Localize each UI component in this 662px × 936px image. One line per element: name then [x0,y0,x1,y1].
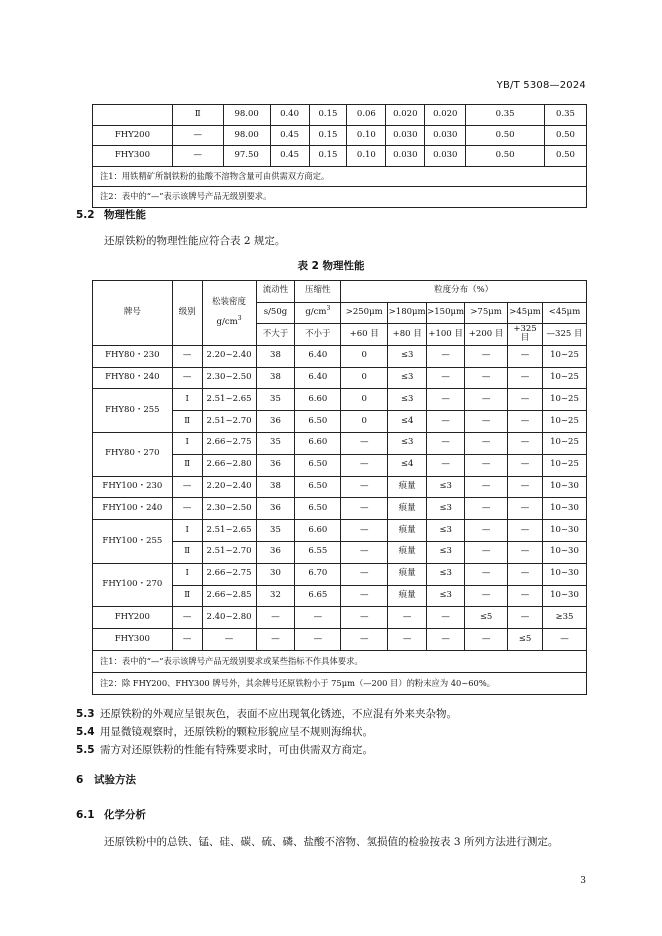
value-cell: 35 [256,389,295,411]
value-cell: 10~30 [543,520,587,542]
value-cell: — [341,585,388,607]
value-cell: 32 [256,585,295,607]
value-cell: 痕量 [388,520,427,542]
value-cell: 30 [256,563,295,585]
t1-cell: 0.50 [466,146,545,167]
value-cell: 0 [341,389,388,411]
level-cell: — [172,629,202,651]
value-cell: 2.66~2.80 [202,454,256,476]
section-title: 化学分析 [104,809,146,821]
value-cell: 36 [256,411,295,433]
level-cell: Ⅱ [172,585,202,607]
table1-row [93,105,587,126]
value-cell: 10~30 [543,476,587,498]
value-cell: — [465,389,508,411]
t1-cell: 98.00 [223,125,270,146]
value-cell: 10~25 [543,454,587,476]
header-size: >75μm [465,302,508,324]
table1-row [93,146,587,167]
value-cell: — [388,607,427,629]
clause-number: 5.3 [76,708,95,720]
grade-cell: FHY200 [93,607,173,629]
table2-row [93,345,587,367]
grade-cell: FHY300 [93,629,173,651]
header-size-dist: 粒度分布（%） [341,281,587,303]
section-5-2-text: 还原铁粉的物理性能应符合表 2 规定。 [104,235,286,247]
value-cell: 10~25 [543,432,587,454]
table1-row [93,125,587,146]
compress-unit-exp: 3 [326,305,331,313]
value-cell: 6.40 [295,367,341,389]
value-cell: — [465,345,508,367]
section-number: 6 [76,774,84,786]
header-size: >150μm [427,302,465,324]
value-cell: 10~30 [543,541,587,563]
level-cell: Ⅱ [172,411,202,433]
level-cell: — [172,476,202,498]
value-cell: — [465,498,508,520]
section-number: 6.1 [76,809,95,821]
value-cell: — [341,432,388,454]
table2-row [93,432,587,454]
value-cell: 2.20~2.40 [202,476,256,498]
header-compress-cond: 不小于 [295,324,341,346]
value-cell: — [508,607,543,629]
value-cell: — [388,629,427,651]
t1-cell: 0.50 [545,146,587,167]
value-cell: 2.51~2.65 [202,389,256,411]
value-cell: 6.50 [295,411,341,433]
level-cell: — [172,498,202,520]
value-cell: — [427,629,465,651]
section-5-2-heading [76,207,146,222]
value-cell: — [465,629,508,651]
value-cell: 38 [256,345,295,367]
value-cell: 35 [256,432,295,454]
level-cell: Ⅰ [172,520,202,542]
t1-cell: 0.50 [466,125,545,146]
header-mesh: +60 目 [341,324,388,346]
table2-note: 注2：除 FHY200、FHY300 牌号外，其余牌号还原铁粉小于 75μm（—200 目）的粉末应为 40~60%。 [93,672,587,694]
clause-5-4 [76,724,373,739]
value-cell: — [508,432,543,454]
header-level: 级别 [172,281,202,346]
value-cell: 2.30~2.50 [202,367,256,389]
value-cell: — [508,476,543,498]
value-cell: — [341,476,388,498]
value-cell: 2.51~2.65 [202,520,256,542]
header-compress-unit [295,302,341,324]
value-cell: — [341,454,388,476]
t1-cell: 0.020 [425,105,466,126]
value-cell: — [341,520,388,542]
value-cell: 10~25 [543,367,587,389]
value-cell: — [427,432,465,454]
value-cell: ≤5 [508,629,543,651]
t1-cell: FHY200 [93,125,173,146]
t1-cell: 0.35 [545,105,587,126]
table2-row [93,607,587,629]
value-cell: 0 [341,367,388,389]
value-cell: — [341,541,388,563]
clause-5-5 [76,742,373,757]
value-cell: ≤3 [388,389,427,411]
table2 [92,280,587,695]
value-cell: — [465,411,508,433]
value-cell: ≤3 [388,345,427,367]
value-cell: ≤3 [427,563,465,585]
value-cell: ≤3 [388,367,427,389]
value-cell: — [508,367,543,389]
value-cell: 2.51~2.70 [202,541,256,563]
value-cell: 2.66~2.75 [202,432,256,454]
header-mesh: +200 目 [465,324,508,346]
value-cell: — [465,476,508,498]
grade-cell: FHY100・240 [93,498,173,520]
density-label: 松装密度 [212,297,247,308]
header-mesh: —325 目 [543,324,587,346]
level-cell: — [172,367,202,389]
table1-continuation [92,104,587,208]
t1-cell: 0.10 [347,125,386,146]
t1-cell: — [172,146,223,167]
table2-row [93,498,587,520]
value-cell: 36 [256,454,295,476]
section-title: 物理性能 [104,209,146,221]
density-unit-exp: 3 [237,314,242,322]
clause-5-3 [76,706,457,721]
value-cell: 痕量 [388,541,427,563]
value-cell: 痕量 [388,585,427,607]
value-cell: — [427,607,465,629]
table2-row [93,476,587,498]
table2-caption: 表 2 物理性能 [297,260,365,272]
header-compress: 压缩性 [295,281,341,303]
clause-text: 还原铁粉的外观应呈银灰色，表面不应出现氧化锈迹，不应混有外来夹杂物。 [100,708,457,720]
table2-row [93,520,587,542]
clause-text: 需方对还原铁粉的性能有特殊要求时，可由供需双方商定。 [100,744,373,756]
value-cell: 10~25 [543,411,587,433]
value-cell: 10~30 [543,563,587,585]
table2-row [93,629,587,651]
level-cell: Ⅰ [172,563,202,585]
t1-cell: 0.10 [347,146,386,167]
value-cell: 6.50 [295,454,341,476]
table1-note: 注1：用铁精矿所制铁粉的盐酸不溶物含量可由供需双方商定。 [93,166,587,187]
density-unit: g/cm [216,316,238,327]
header-flow: 流动性 [256,281,295,303]
t1-cell: 0.030 [425,146,466,167]
value-cell: — [508,345,543,367]
t1-cell: FHY300 [93,146,173,167]
header-size: >250μm [341,302,388,324]
value-cell: 6.70 [295,563,341,585]
value-cell: 2.20~2.40 [202,345,256,367]
value-cell: 6.50 [295,476,341,498]
value-cell: — [465,432,508,454]
value-cell: — [465,563,508,585]
header-grade: 牌号 [93,281,173,346]
value-cell: ≥35 [543,607,587,629]
value-cell: — [295,629,341,651]
value-cell: 0 [341,411,388,433]
value-cell: 2.30~2.50 [202,498,256,520]
value-cell: ≤3 [427,476,465,498]
t1-cell: 98.00 [223,105,270,126]
clause-number: 5.4 [76,726,95,738]
value-cell: 36 [256,498,295,520]
value-cell: 38 [256,367,295,389]
value-cell: ≤5 [465,607,508,629]
value-cell: — [427,411,465,433]
value-cell: — [427,454,465,476]
value-cell: ≤3 [388,432,427,454]
section-6-1-text: 还原铁粉中的总铁、锰、硅、碳、硫、磷、盐酸不溶物、氢损值的检验按表 3 所列方法进行测定。 [104,836,559,848]
header-flow-cond: 不大于 [256,324,295,346]
value-cell: 6.65 [295,585,341,607]
value-cell: — [543,629,587,651]
value-cell: 6.50 [295,498,341,520]
grade-cell: FHY80・240 [93,367,173,389]
table2-row [93,389,587,411]
value-cell: ≤3 [427,541,465,563]
header-density [202,281,256,346]
value-cell: 6.60 [295,389,341,411]
value-cell: ≤3 [427,520,465,542]
value-cell: 10~25 [543,389,587,411]
value-cell: 6.60 [295,432,341,454]
value-cell: 6.40 [295,345,341,367]
value-cell: — [427,389,465,411]
standard-code: YB/T 5308—2024 [496,80,586,91]
grade-cell: FHY80・270 [93,432,173,476]
t1-cell: 0.45 [270,146,309,167]
value-cell: 2.40~2.80 [202,607,256,629]
value-cell: 6.60 [295,520,341,542]
value-cell: — [508,498,543,520]
table2-row [93,367,587,389]
t1-cell: — [172,125,223,146]
t1-cell: 0.030 [386,125,425,146]
value-cell: ≤4 [388,411,427,433]
value-cell: — [465,520,508,542]
value-cell: 痕量 [388,476,427,498]
header-size: >45μm [508,302,543,324]
level-cell: — [172,345,202,367]
level-cell: Ⅰ [172,389,202,411]
t1-cell: 0.40 [270,105,309,126]
value-cell: — [427,345,465,367]
t1-cell: 0.030 [425,125,466,146]
section-6-heading [76,772,136,787]
grade-cell: FHY100・230 [93,476,173,498]
value-cell: 35 [256,520,295,542]
value-cell: — [508,541,543,563]
value-cell: 痕量 [388,498,427,520]
section-6-1-heading [76,807,146,822]
t1-cell: 0.15 [309,125,347,146]
grade-cell: FHY80・230 [93,345,173,367]
value-cell: — [256,629,295,651]
header-mesh: +80 目 [388,324,427,346]
grade-cell: FHY80・255 [93,389,173,433]
value-cell: — [202,629,256,651]
value-cell: 36 [256,541,295,563]
page-number: 3 [580,876,586,886]
t1-cell: 97.50 [223,146,270,167]
value-cell: ≤3 [427,585,465,607]
table2-row [93,563,587,585]
value-cell: 10~30 [543,585,587,607]
header-size: >180μm [388,302,427,324]
value-cell: — [508,563,543,585]
value-cell: 10~30 [543,498,587,520]
value-cell: — [508,454,543,476]
t1-cell: Ⅱ [172,105,223,126]
t1-cell: 0.50 [545,125,587,146]
header-mesh: +325 目 [508,324,543,346]
grade-cell: FHY100・270 [93,563,173,607]
t1-cell: 0.15 [309,146,347,167]
grade-cell: FHY100・255 [93,520,173,564]
value-cell: 0 [341,345,388,367]
value-cell: — [341,607,388,629]
value-cell: 38 [256,476,295,498]
value-cell: ≤3 [427,498,465,520]
value-cell: — [465,541,508,563]
compress-unit: g/cm [305,307,327,317]
value-cell: — [295,607,341,629]
value-cell: — [465,454,508,476]
value-cell: — [341,563,388,585]
table2-note: 注1：表中的“—”表示该牌号产品无级别要求或某些指标不作具体要求。 [93,650,587,672]
value-cell: 2.66~2.75 [202,563,256,585]
t1-cell: 0.020 [386,105,425,126]
value-cell: — [256,607,295,629]
header-mesh: +100 目 [427,324,465,346]
section-title: 试验方法 [94,774,136,786]
value-cell: — [341,629,388,651]
t1-cell: 0.15 [309,105,347,126]
value-cell: 10~25 [543,345,587,367]
level-cell: Ⅰ [172,432,202,454]
value-cell: 2.51~2.70 [202,411,256,433]
value-cell: — [465,585,508,607]
table1-note: 注2：表中的“—”表示该牌号产品无级别要求。 [93,187,587,208]
value-cell: — [465,367,508,389]
t1-cell [93,105,173,126]
t1-cell: 0.45 [270,125,309,146]
header-flow-unit: s/50g [256,302,295,324]
t1-cell: 0.06 [347,105,386,126]
level-cell: Ⅱ [172,454,202,476]
value-cell: 痕量 [388,563,427,585]
value-cell: — [427,367,465,389]
clause-number: 5.5 [76,744,95,756]
value-cell: — [508,411,543,433]
level-cell: Ⅱ [172,541,202,563]
value-cell: — [508,389,543,411]
t1-cell: 0.030 [386,146,425,167]
value-cell: — [508,520,543,542]
clause-text: 用显微镜观察时，还原铁粉的颗粒形貌应呈不规则海绵状。 [100,726,373,738]
value-cell: — [508,585,543,607]
level-cell: — [172,607,202,629]
t1-cell: 0.35 [466,105,545,126]
value-cell: 6.55 [295,541,341,563]
value-cell: — [341,498,388,520]
header-size: <45μm [543,302,587,324]
value-cell: ≤4 [388,454,427,476]
section-number: 5.2 [76,209,95,221]
value-cell: 2.66~2.85 [202,585,256,607]
